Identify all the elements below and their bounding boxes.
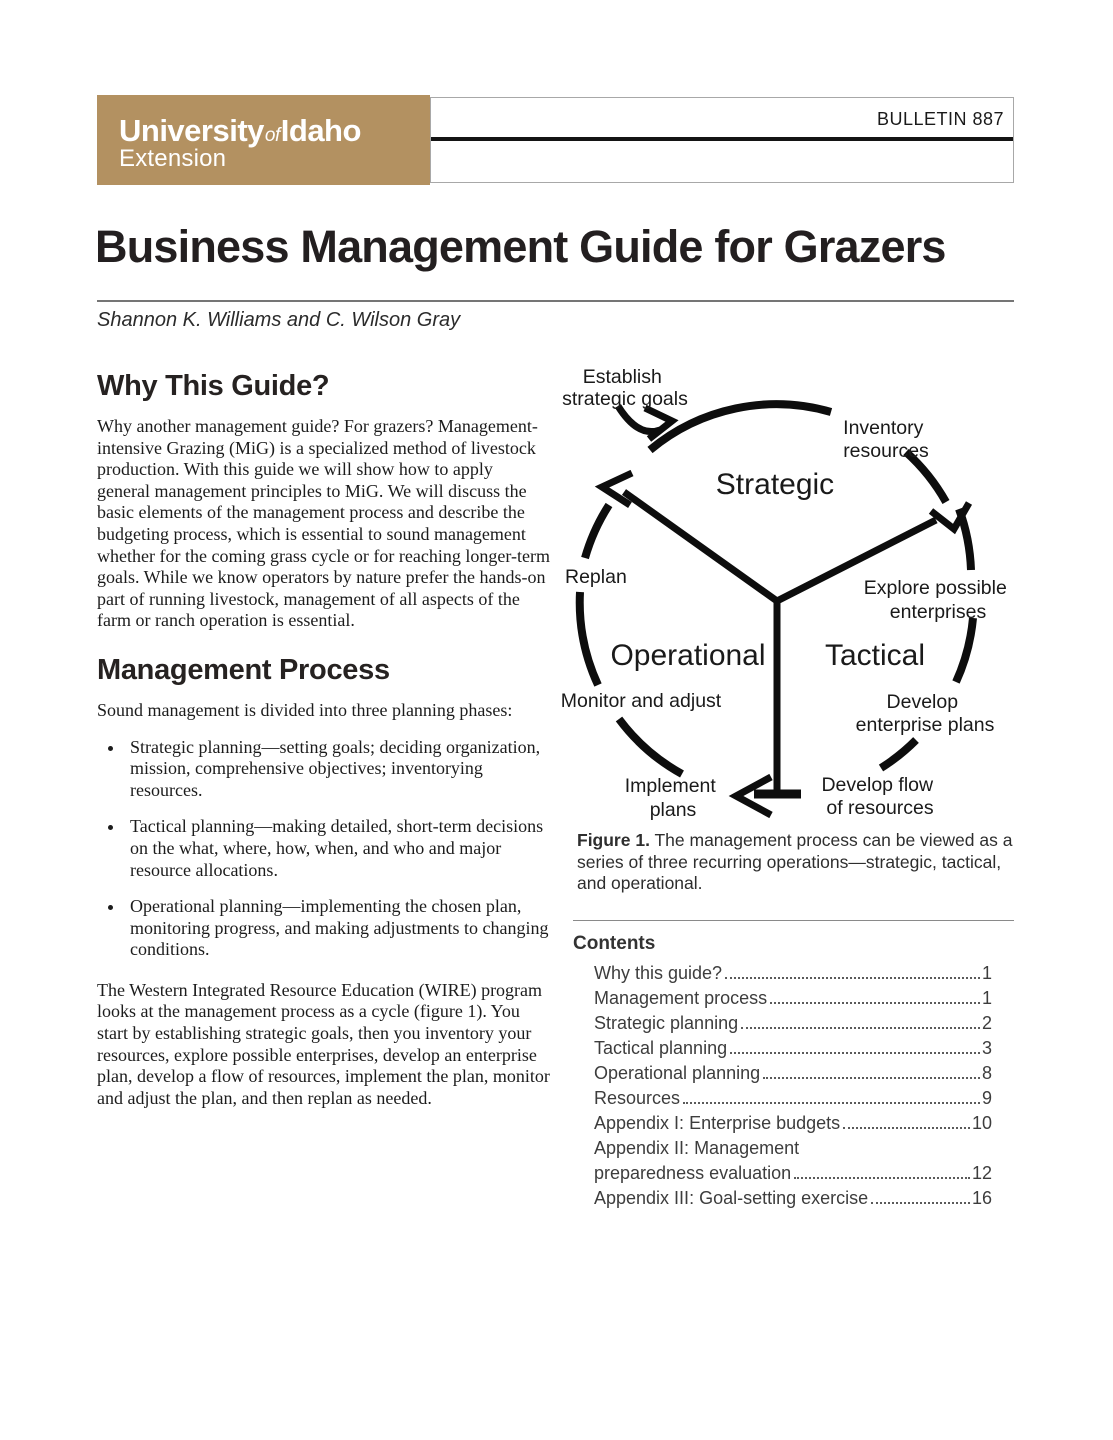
bulletin-number: BULLETIN 887 [876, 109, 1004, 129]
toc-leader [794, 1177, 970, 1179]
arrow-replan-icon [602, 473, 632, 505]
logo-university: University [119, 113, 264, 148]
why-paragraph: Why another management guide? For grazers? Management-intensive Grazing (MiG) is a specialized method of livestock production. With this guide we will show how to apply general management principles to MiG. We will discuss the basic elements of the management process and describe the budgeting process, which is essential to sound management whether for the coming grass cycle or for reaching longer-term goals. While we know operators by nature prefer the hands-on part of running livestock, management of all aspects of the farm or ranch operation is essential. [97, 416, 550, 631]
logo-idaho: Idaho [280, 113, 361, 148]
step-implement-plans-label: Implement plans [624, 775, 716, 821]
contents-heading: Contents [573, 932, 656, 954]
toc-leader [843, 1127, 970, 1129]
logo-extension: Extension [119, 145, 227, 172]
toc-entry: Management process 1 [594, 987, 992, 1008]
toc-leader [741, 1027, 980, 1029]
process-intro-paragraph: Sound management is divided into three planning phases: [97, 699, 513, 720]
step-monitor-adjust-label: Monitor and adjust [560, 690, 722, 712]
toc-leader [871, 1202, 970, 1204]
wire-paragraph: The Western Integrated Resource Education (WIRE) program looks at the management process as a cycle (figure 1). You start by establishing strategic goals, then you inventory your resources, explore possible enterprises, develop an enterprise plan, develop a flow of resources, implement the plan, monitor and adjust the plan, and then replan as needed. [97, 979, 550, 1108]
toc-leader [683, 1102, 980, 1104]
step-develop-flow-label: Develop flow of resources [821, 774, 934, 819]
step-establish-goals-label: Establish strategic goals [562, 366, 688, 410]
sector-strategic-label: Strategic [715, 468, 835, 501]
toc-entry: Appendix III: Goal-setting exercise 16 [594, 1187, 992, 1208]
left-column [97, 370, 550, 1109]
toc-entry: Operational planning 8 [594, 1062, 992, 1083]
toc-entry: Appendix I: Enterprise budgets 10 [594, 1112, 992, 1133]
toc-leader [770, 1002, 980, 1004]
list-item-operational-planning: • Operational planning—implementing the chosen plan, monitoring progress, and making adjustments to changing conditions. [125, 896, 550, 961]
toc-leader [763, 1077, 980, 1079]
figure-caption [577, 830, 1015, 895]
management-cycle-diagram [560, 356, 1014, 822]
logo-of: of [264, 125, 280, 146]
toc-entry: preparedness evaluation 12 [594, 1162, 992, 1183]
figure-caption-text: The management process can be viewed as a series of three recurring operations—strategic, tactical, and operational. [577, 830, 1013, 893]
header-rule [431, 137, 1013, 141]
contents-divider [573, 920, 1014, 921]
sector-tactical-label: Tactical [824, 639, 926, 672]
step-inventory-resources-label: Inventory resources [843, 417, 929, 462]
toc-leader [730, 1052, 980, 1054]
contents-section [573, 933, 1014, 1211]
list-item-strategic-planning: • Strategic planning—setting goals; deciding organization, mission, comprehensive objectives; inventorying resources. [125, 737, 550, 802]
toc-entry: Tactical planning 3 [594, 1037, 992, 1058]
toc-entry: Resources 9 [594, 1087, 992, 1108]
title-divider [97, 300, 1014, 302]
bulletin-box [430, 97, 1014, 183]
heading-management-process: Management Process [97, 653, 390, 686]
heading-why-this-guide: Why This Guide? [97, 370, 330, 402]
step-explore-enterprises-label: Explore possible enterprises [863, 577, 1007, 623]
university-logo-text [97, 95, 430, 171]
toc-entry: Why this guide? 1 [594, 962, 992, 983]
logo-line-university-of-idaho [119, 115, 430, 146]
step-replan-label: Replan [565, 566, 627, 588]
page-title: Business Management Guide for Grazers [95, 221, 946, 272]
authors-line: Shannon K. Williams and C. Wilson Gray [97, 309, 461, 331]
figure-caption-number: Figure 1. [577, 830, 650, 850]
university-logo [97, 95, 430, 185]
step-develop-enterprise-plans-label: Develop enterprise plans [855, 691, 995, 736]
planning-phases-list [97, 737, 550, 961]
right-column [560, 356, 1014, 1211]
sector-operational-label: Operational [610, 639, 766, 672]
contents-list [594, 961, 992, 1211]
toc-leader [725, 977, 980, 979]
toc-entry: Strategic planning 2 [594, 1012, 992, 1033]
list-item-tactical-planning: • Tactical planning—making detailed, short-term decisions on the what, where, how, when, and who and major resource allocations. [125, 816, 550, 881]
toc-entry: Appendix II: Management [594, 1137, 800, 1158]
